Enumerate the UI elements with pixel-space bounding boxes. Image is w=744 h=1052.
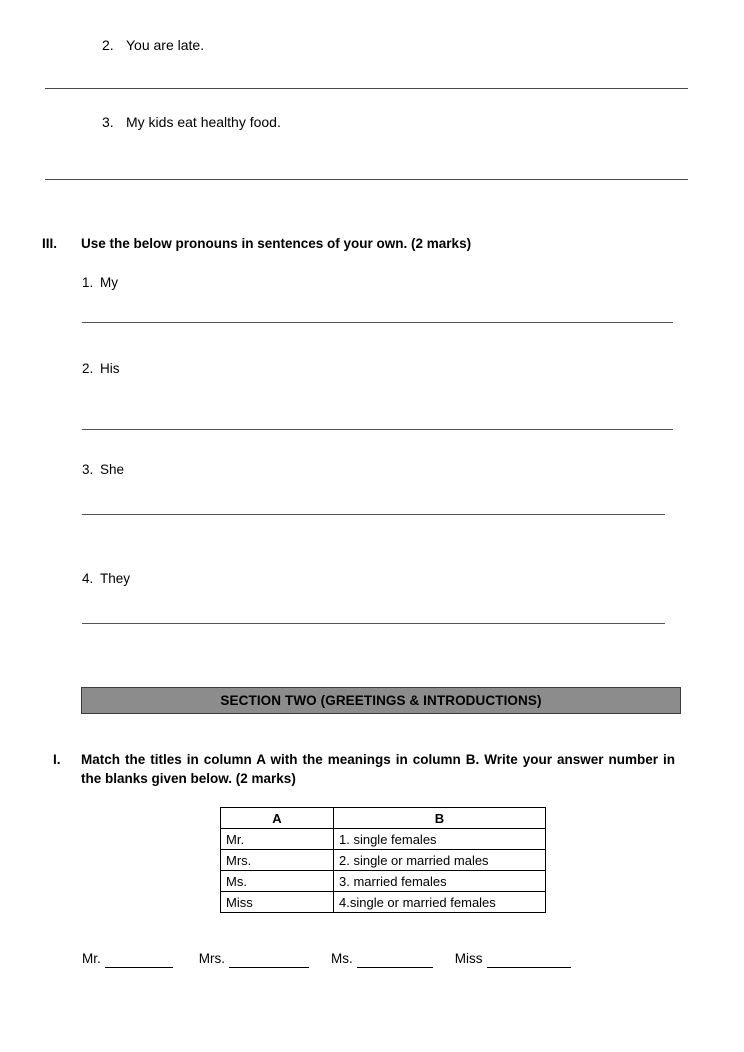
title-cell: Miss xyxy=(221,892,334,913)
answer-rule[interactable] xyxy=(82,322,673,323)
blank-label-mrs: Mrs. xyxy=(198,951,225,966)
blank-input-mr[interactable] xyxy=(105,954,173,968)
meaning-cell: 4.single or married females xyxy=(334,892,546,913)
blank-input-miss[interactable] xyxy=(487,954,571,968)
answer-rule[interactable] xyxy=(82,514,665,515)
pronoun-word: His xyxy=(100,361,120,376)
column-header-b: B xyxy=(334,808,546,829)
sentence-number: 2. xyxy=(102,37,114,53)
question-heading: Use the below pronouns in sentences of your own. (2 marks) xyxy=(81,236,472,251)
blank-label-mr: Mr. xyxy=(82,951,101,966)
title-cell: Mr. xyxy=(221,829,334,850)
blank-input-mrs[interactable] xyxy=(229,954,309,968)
answer-rule[interactable] xyxy=(45,88,688,89)
column-header-a: A xyxy=(221,808,334,829)
meaning-cell: 3. married females xyxy=(334,871,546,892)
meaning-cell: 2. single or married males xyxy=(334,850,546,871)
sentence-number: 3. xyxy=(102,114,114,130)
blank-input-ms[interactable] xyxy=(357,954,433,968)
pronoun-number: 3. xyxy=(82,462,94,477)
meaning-cell: 1. single females xyxy=(334,829,546,850)
answer-rule[interactable] xyxy=(82,429,673,430)
pronoun-number: 1. xyxy=(82,275,94,290)
table-row xyxy=(221,892,546,913)
title-cell: Mrs. xyxy=(221,850,334,871)
table-row xyxy=(221,829,546,850)
sentence-text: My kids eat healthy food. xyxy=(126,114,281,130)
pronoun-word: She xyxy=(100,462,125,477)
sentence-text: You are late. xyxy=(126,37,205,53)
question-heading: Match the titles in column A with the meanings in column B. Write your answer number in the blanks given below. (2 marks) xyxy=(81,752,675,786)
answer-rule[interactable] xyxy=(82,623,665,624)
title-cell: Ms. xyxy=(221,871,334,892)
pronoun-word: My xyxy=(100,275,118,290)
match-table xyxy=(220,807,546,913)
blank-label-miss: Miss xyxy=(454,951,483,966)
question-roman-numeral: I. xyxy=(53,752,61,767)
table-header-row xyxy=(221,808,546,829)
answer-blanks-row xyxy=(82,950,571,968)
question-roman-numeral: III. xyxy=(42,236,58,251)
pronoun-number: 4. xyxy=(82,571,94,586)
section-banner-label: SECTION TWO (GREETINGS & INTRODUCTIONS) xyxy=(220,693,542,708)
pronoun-number: 2. xyxy=(82,361,94,376)
blank-label-ms: Ms. xyxy=(331,951,353,966)
section-banner xyxy=(81,687,681,714)
pronoun-word: They xyxy=(100,571,131,586)
table-row xyxy=(221,871,546,892)
table-row xyxy=(221,850,546,871)
answer-rule[interactable] xyxy=(45,179,688,180)
